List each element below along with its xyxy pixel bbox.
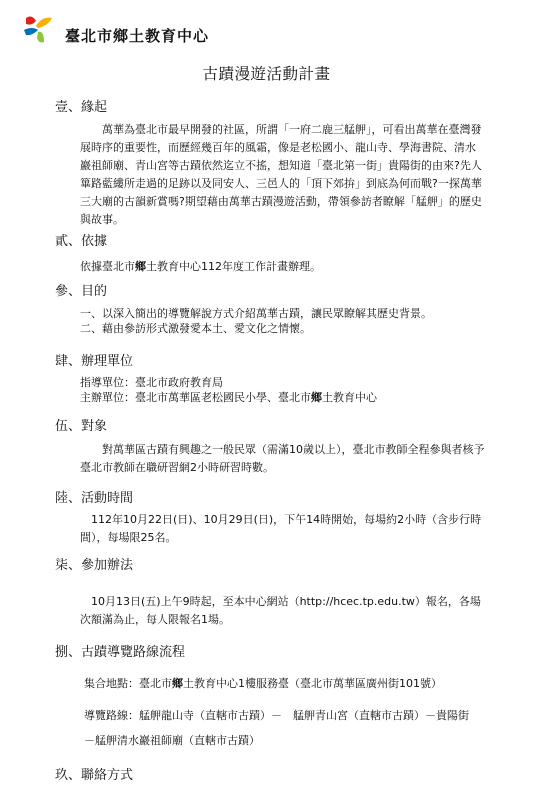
logo-icon	[22, 12, 56, 46]
section-heading-target: 伍、對象	[55, 419, 108, 434]
section-heading-organizers: 肆、辦理單位	[55, 354, 134, 369]
target-paragraph: 對萬華區古蹟有興趣之一般民眾（需滿10歲以上），臺北市教師全程參與者核予臺北市教師在職研習網2小時研習時數。	[80, 443, 485, 474]
header	[22, 12, 522, 52]
basis-paragraph: 依據臺北市鄉土教育中心112年度工作計畫辦理。	[80, 260, 321, 273]
organizer-line-2: 主辦單位：臺北市萬華區老松國民小學、臺北市鄉土教育中心	[80, 391, 377, 404]
origin-paragraph: 萬華為臺北市最早開發的社區，所謂「一府二鹿三艋舺」，可看出萬華在臺灣發展時序的重要性，而歷經幾百年的風霜，像是老松國小、龍山寺、學海書院、清水巖祖師廟、青山宮等古蹟依然迄立不搖，想知道「臺北第一街」貴陽街的由來?先人篳路藍縷所走過的足跡以及同安人、三邑人的「頂下郊拚」到底為何而戰?一探萬華三大廟的古韻新賞嗎?期望藉由萬華古蹟漫遊活動，帶領參訪者瞭解「艋舺」的歷史與故事。	[80, 123, 482, 226]
route-meeting-point: 集合地點：臺北市鄉土教育中心1樓服務臺（臺北市萬華區廣州街101號）	[84, 677, 442, 690]
section-heading-signup: 柒、參加辦法	[55, 558, 134, 573]
signup-paragraph: 10月13日(五)上午9時起，至本中心網站（http://hcec.tp.edu.tw）報名，各場次額滿為止，每人限報名1場。	[80, 595, 481, 626]
purpose-line-1: 一、以深入簡出的導覽解說方式介紹萬華古蹟，讓民眾瞭解其歷史背景。	[80, 307, 432, 320]
section-heading-contact: 玖、聯絡方式	[55, 768, 134, 783]
section-heading-purpose: 參、目的	[55, 284, 108, 299]
section-heading-basis: 貳、依據	[55, 234, 108, 249]
section-heading-route: 捌、古蹟導覽路線流程	[55, 645, 186, 660]
time-paragraph: 112年10月22日(日)、10月29日(日)，下午14時開始，每場約2小時（含步行時間），每場限25名。	[80, 513, 482, 544]
organizer-line-1: 指導單位：臺北市政府教育局	[80, 376, 223, 389]
section-heading-origin: 壹、緣起	[55, 100, 108, 115]
route-line-1: 導覽路線：艋舺龍山寺（直轄市古蹟）－ 艋舺青山宮（直轄市古蹟）－貴陽街	[84, 709, 469, 722]
purpose-line-2: 二、藉由參訪形式激發愛本土、愛文化之情懷。	[80, 322, 311, 335]
logo-text: 臺北市鄉土教育中心	[65, 27, 210, 45]
route-line-2: －艋舺清水巖祖師廟（直轄市古蹟）	[84, 734, 260, 747]
page-title: 古蹟漫遊活動計畫	[202, 65, 331, 83]
section-heading-time: 陸、活動時間	[55, 491, 134, 506]
